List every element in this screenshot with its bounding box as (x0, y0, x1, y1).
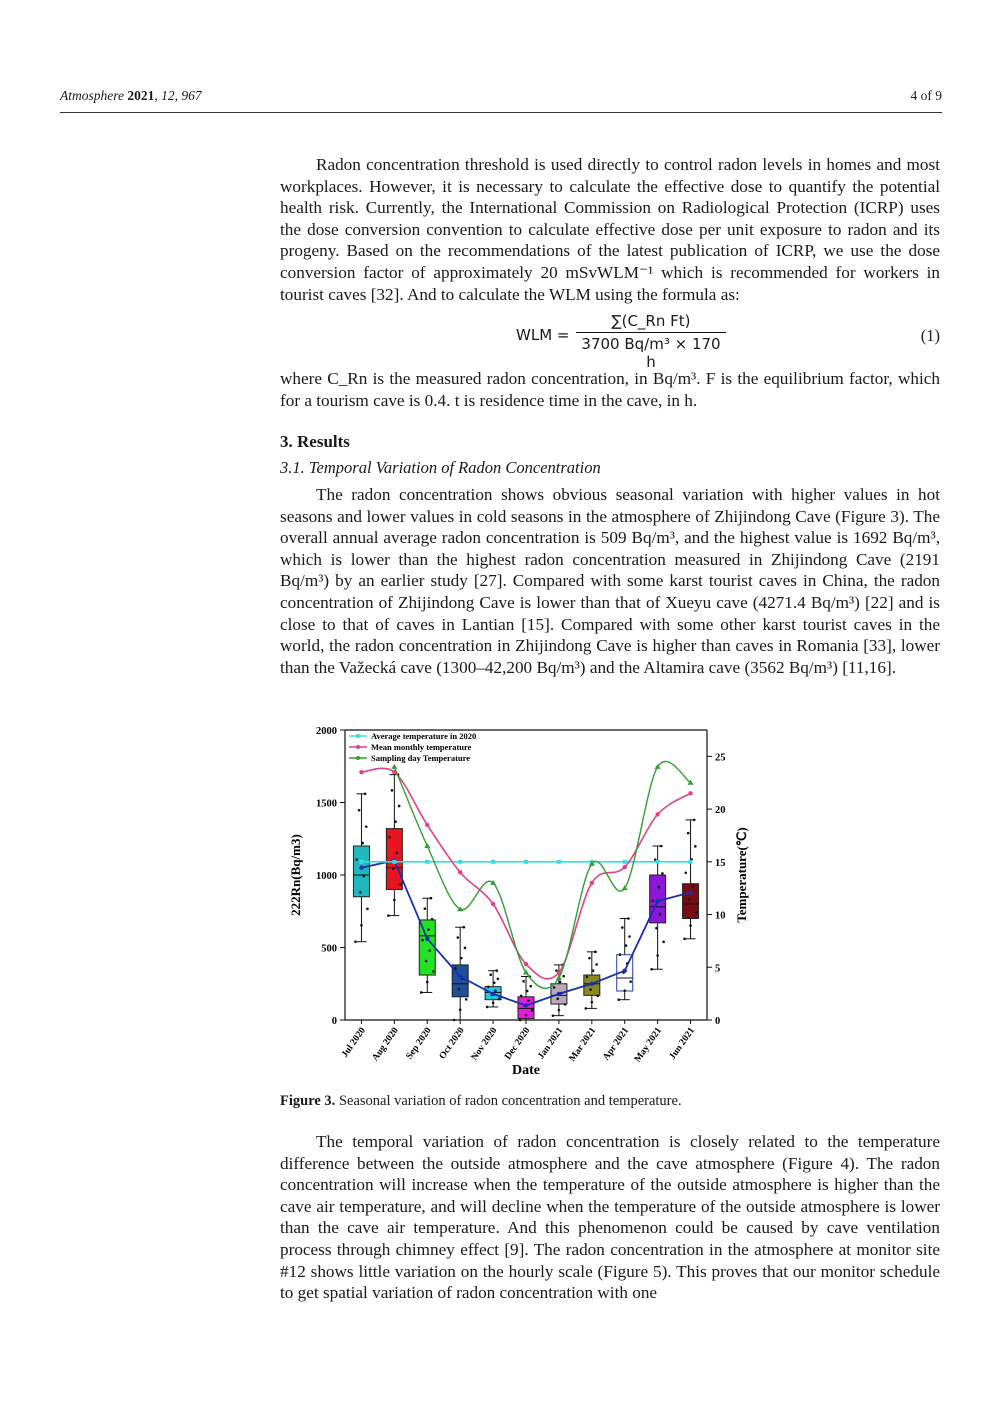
data-point (656, 954, 659, 957)
data-point (364, 793, 367, 796)
legend-marker (356, 734, 360, 738)
mean-monthly-temp-point (458, 870, 462, 874)
avg-temp-point (524, 860, 528, 864)
data-point (495, 969, 498, 972)
mean-monthly-temp-point (491, 902, 495, 906)
section-heading-container (280, 432, 940, 452)
data-point (424, 907, 427, 910)
mean-monthly-temp-point (425, 823, 429, 827)
data-point (559, 981, 562, 984)
data-point (553, 986, 556, 989)
data-point (525, 1014, 528, 1017)
page-header (60, 88, 942, 113)
data-point (556, 997, 559, 1000)
legend-item: Average temperature in 2020 (371, 731, 477, 741)
y-tick-label: 2000 (316, 726, 337, 737)
y-tick-label: 1000 (316, 871, 337, 882)
x-tick-label: Aug 2020 (370, 1025, 401, 1064)
data-point (693, 819, 696, 822)
sampling-day-temp-point (391, 764, 397, 769)
avg-temp-point (359, 860, 363, 864)
data-point (427, 928, 430, 931)
mean-monthly-temp-line (361, 768, 690, 979)
y-tick-label: 0 (331, 1016, 337, 1027)
data-point (531, 1009, 534, 1012)
data-point (621, 926, 624, 929)
y-tick-label: 1500 (316, 798, 337, 810)
data-point (650, 968, 653, 971)
journal-volume: , 12, 967 (154, 88, 202, 103)
data-point (354, 940, 357, 943)
data-point (465, 998, 468, 1001)
equation-lhs: WLM = (516, 326, 570, 344)
x-tick-label: Jul 2020 (340, 1025, 368, 1060)
section-title: 3. Results (280, 432, 350, 451)
x-tick-label: Jun 2021 (667, 1025, 698, 1062)
data-point (456, 936, 459, 939)
mean-radon-point (655, 899, 659, 903)
mean-radon-point (688, 890, 692, 894)
box-jul-2020 (353, 846, 369, 897)
avg-temp-point (557, 860, 561, 864)
legend-marker (356, 745, 360, 749)
data-point (526, 990, 529, 993)
x-tick-label: Dec 2020 (503, 1025, 533, 1062)
data-point (492, 1002, 495, 1005)
data-point (558, 1009, 561, 1012)
data-point (395, 852, 398, 855)
data-point (655, 927, 658, 930)
sampling-day-temp-line (394, 762, 690, 989)
data-point (689, 924, 692, 927)
mean-monthly-temp-point (688, 791, 692, 795)
legend-item: Mean monthly temperature (371, 742, 472, 752)
data-point (585, 1007, 588, 1010)
data-point (564, 1003, 567, 1006)
mean-radon-point (458, 974, 462, 978)
sampling-day-temp-point (490, 880, 496, 885)
data-point (694, 845, 697, 848)
x-axis-label: Date (512, 1063, 540, 1078)
data-point (522, 980, 525, 983)
data-point (562, 975, 565, 978)
data-point (619, 953, 622, 956)
avg-temp-point (689, 860, 693, 864)
caption-text: Seasonal variation of radon concentration and temperature. (335, 1093, 682, 1109)
mean-monthly-temp-point (359, 770, 363, 774)
data-point (595, 963, 598, 966)
data-point (363, 875, 366, 878)
mean-monthly-temp-point (590, 881, 594, 885)
y2-tick-label: 0 (715, 1016, 721, 1027)
data-point (486, 1006, 489, 1009)
avg-temp-point (656, 860, 660, 864)
data-point (588, 957, 591, 960)
data-point (391, 789, 394, 792)
data-point (493, 981, 496, 984)
data-point (398, 805, 401, 808)
data-point (591, 1001, 594, 1004)
data-point (460, 957, 463, 960)
data-point (387, 914, 390, 917)
data-point (625, 944, 628, 947)
figure-caption (280, 1093, 682, 1110)
data-point (594, 951, 597, 954)
paragraph-2-container (280, 368, 940, 411)
y2-tick-label: 25 (715, 752, 726, 764)
data-point (627, 917, 630, 920)
data-point (365, 825, 368, 828)
mean-radon-point (491, 992, 495, 996)
box-sep-2020 (419, 920, 435, 975)
subsection-heading-container (280, 458, 940, 478)
data-point (399, 883, 402, 886)
x-tick-label: Sep 2020 (404, 1025, 434, 1062)
sampling-day-temp-point (622, 885, 628, 890)
equation-denominator: 3700 Bq/m³ × 170 h (581, 335, 721, 371)
equation-number: (1) (920, 326, 940, 345)
data-point (628, 935, 631, 938)
equation-numerator: ∑(C_Rn Ft) (611, 312, 691, 330)
y2-tick-label: 20 (715, 805, 726, 817)
data-point (623, 989, 626, 992)
y2-tick-label: 5 (715, 963, 721, 975)
paragraph-4: The temporal variation of radon concentration is closely related to the temperature difference between the outside atmosphere and the cave atmosphere (Figure 4). The radon concentration will increase when the temperature of the outside atmosphere is higher than the cave air temperature, and will decline when the temperature of the outside atmosphere is lower than the cave air temperature. And this phenomenon could be caused by cave ventilation process through chimney effect [9]. The radon concentration in the atmosphere at monitor site #12 shows little variation on the hourly scale (Figure 5). This proves that our monitor schedule to get spatial variation of radon concentration with one (280, 1132, 940, 1303)
equation-fraction (576, 312, 726, 371)
paragraph-1: Radon concentration threshold is used directly to control radon levels in homes and most workplaces. However, it is necessary to calculate the effective dose to quantify the potential health risk. Currently, the International Commission on Radiological Protection (ICRP) uses the dose conversion convention to calculate effective dose per unit exposure to radon and its progeny. Based on the recommendations of the latest publication of ICRP, we use the dose conversion factor of approximately 20 mSvWLM⁻¹ which is recommended for workers in tourist caves [32]. And to calculate the WLM using the formula as: (280, 155, 940, 304)
data-point (498, 998, 501, 1001)
data-point (684, 871, 687, 874)
running-head (60, 88, 202, 104)
mean-radon-point (623, 969, 627, 973)
data-point (497, 977, 500, 980)
figure-3-chart (280, 716, 760, 1081)
data-point (586, 976, 589, 979)
mean-radon-point (557, 992, 561, 996)
x-tick-label: Oct 2020 (437, 1025, 467, 1062)
data-point (453, 1019, 456, 1022)
data-point (652, 899, 655, 902)
data-point (597, 995, 600, 998)
data-point (464, 947, 467, 950)
y2-tick-label: 15 (715, 857, 726, 869)
data-point (459, 1008, 462, 1011)
data-point (520, 995, 523, 998)
mean-monthly-temp-point (655, 812, 659, 816)
data-point (658, 886, 661, 889)
paragraph-1-container (280, 154, 940, 305)
data-point (425, 960, 428, 963)
avg-temp-point (425, 860, 429, 864)
mean-monthly-temp-point (524, 962, 528, 966)
x-tick-label: Mar 2021 (567, 1025, 599, 1064)
y-tick-label: 500 (321, 943, 337, 955)
data-point (420, 991, 423, 994)
data-point (393, 899, 396, 902)
data-point (361, 842, 364, 845)
data-point (359, 891, 362, 894)
paragraph-3: The radon concentration shows obvious seasonal variation with higher values in hot seasons and lower values in cold seasons in the atmosphere of Zhijindong Cave (Figure 3). The overall annual average radon concentration is 509 Bq/m³, and the highest value is 1692 Bq/m³, which is lower than the highest radon concentration measured in Zhijindong Cave (2191 Bq/m³) by an earlier study [27]. Compared with some karst tourist caves in China, the radon concentration of Zhijindong Cave is lower than that of Xueyu cave (4271.4 Bq/m³) [22] and is close to that of caves in Lantian [15]. Compared with some other karst tourist caves in the world, the radon concentration in Zhijindong Cave is higher than caves in Romania [33], lower than the Važecká cave (1300–42,200 Bq/m³) and the Altamira cave (3562 Bq/m³) [11,16]. (280, 485, 940, 677)
data-point (428, 949, 431, 952)
data-point (519, 1019, 522, 1022)
legend-marker (356, 756, 360, 760)
data-point (527, 999, 530, 1002)
avg-temp-point (392, 860, 396, 864)
x-tick-label: Jan 2021 (536, 1025, 566, 1062)
data-point (355, 858, 358, 861)
x-tick-label: Nov 2020 (469, 1025, 500, 1063)
data-point (431, 918, 434, 921)
data-point (617, 998, 620, 1001)
data-point (687, 832, 690, 835)
avg-temp-point (491, 860, 495, 864)
data-point (629, 980, 632, 983)
data-point (394, 820, 397, 823)
data-point (494, 990, 497, 993)
mean-monthly-temp-point (623, 865, 627, 869)
data-point (552, 1014, 555, 1017)
page-number: 4 of 9 (910, 88, 942, 103)
data-point (688, 898, 691, 901)
equation-1 (280, 312, 940, 371)
legend-item: Sampling day Temperature (371, 753, 471, 763)
data-point (360, 924, 363, 927)
data-point (426, 981, 429, 984)
y2-tick-label: 10 (715, 910, 726, 922)
paragraph-4-container (280, 1131, 940, 1304)
mean-radon-point (359, 866, 363, 870)
paragraph-2: where C_Rn is the measured radon concentration, in Bq/m³. F is the equilibrium factor, which for a tourism cave is 0.4. t is residence time in the cave, in h. (280, 369, 940, 410)
x-tick-label: Apr 2021 (601, 1025, 632, 1063)
sampling-day-temp-point (424, 843, 430, 848)
data-point (695, 911, 698, 914)
data-point (487, 986, 490, 989)
caption-label: Figure 3. (280, 1093, 336, 1109)
data-point (692, 885, 695, 888)
avg-temp-point (458, 860, 462, 864)
journal-year: 2021 (127, 88, 155, 103)
data-point (660, 845, 663, 848)
y-axis-label: 222Rn(Bq/m3) (288, 834, 303, 916)
data-point (661, 872, 664, 875)
journal-name: Atmosphere (60, 88, 124, 103)
data-point (366, 908, 369, 911)
data-point (489, 973, 492, 976)
data-point (659, 913, 662, 916)
data-point (589, 988, 592, 991)
paragraph-3-container (280, 484, 940, 678)
avg-temp-point (623, 860, 627, 864)
data-point (530, 985, 533, 988)
data-point (392, 867, 395, 870)
data-point (458, 988, 461, 991)
mean-radon-point (524, 1003, 528, 1007)
data-point (430, 897, 433, 900)
data-point (683, 938, 686, 941)
mean-radon-point (425, 937, 429, 941)
mean-radon-point (590, 982, 594, 986)
data-point (421, 939, 424, 942)
data-point (592, 969, 595, 972)
x-tick-label: May 2021 (633, 1025, 665, 1065)
data-point (432, 970, 435, 973)
data-point (462, 926, 465, 929)
data-point (388, 836, 391, 839)
subsection-title: 3.1. Temporal Variation of Radon Concentration (280, 458, 601, 477)
y2-axis-label: Temperature(℃) (734, 827, 749, 923)
data-point (662, 941, 665, 944)
data-point (358, 809, 361, 812)
